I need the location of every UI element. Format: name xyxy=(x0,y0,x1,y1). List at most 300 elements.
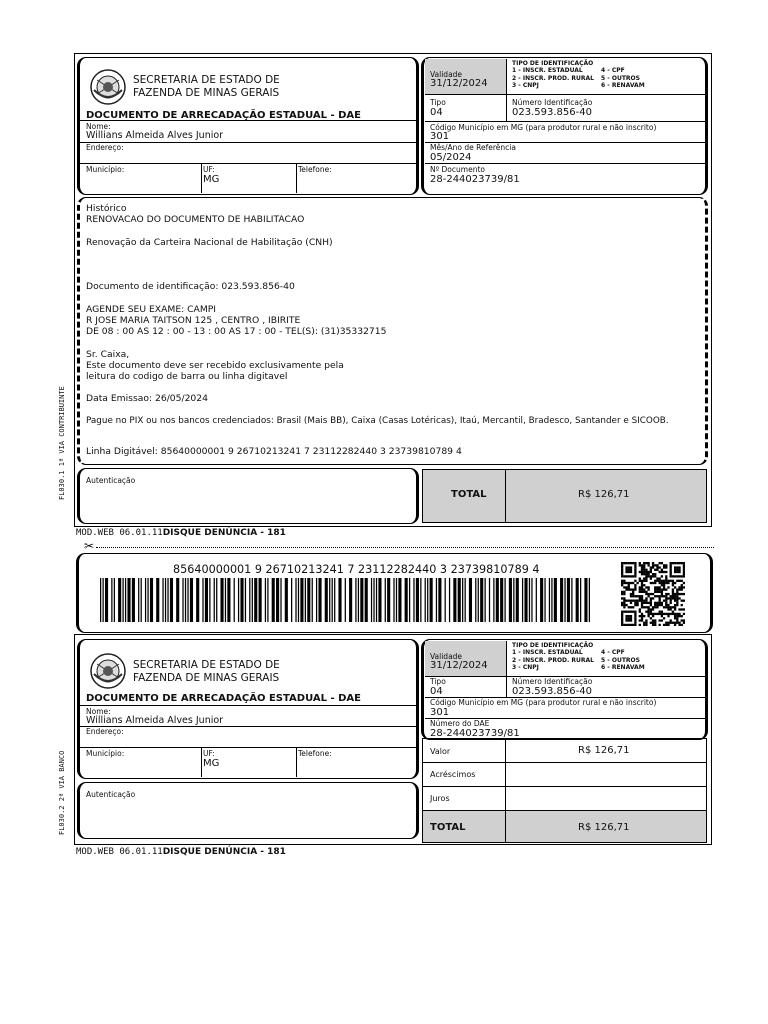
barcode-bar xyxy=(280,578,281,622)
qr-module xyxy=(683,575,685,577)
qr-module xyxy=(678,586,680,588)
linha-digitavel: Linha Digitável: 85640000001 9 26710213241 7 23112282440 3 23739810789 4 xyxy=(86,446,462,457)
qr-module xyxy=(683,619,685,621)
qr-module xyxy=(650,613,652,615)
qr-module xyxy=(659,595,661,597)
barcode-bar xyxy=(489,578,490,622)
barcode-bar xyxy=(560,578,563,622)
tipo-label: Tipo xyxy=(430,98,446,107)
scissors-icon: ✂ xyxy=(84,539,95,553)
barcode-bar xyxy=(252,578,253,622)
qr-module xyxy=(634,584,636,586)
qr-module xyxy=(683,613,685,615)
barcode-bar xyxy=(445,578,446,622)
qr-module xyxy=(621,580,623,582)
qr-module xyxy=(621,571,623,573)
qr-module xyxy=(674,622,676,624)
barcode-bar xyxy=(524,578,527,622)
barcode-bar xyxy=(409,578,410,622)
qr-module xyxy=(654,588,656,590)
qr-module xyxy=(676,575,678,577)
qr-module xyxy=(634,611,636,613)
qr-module xyxy=(632,575,634,577)
qr-module xyxy=(678,622,680,624)
qr-module xyxy=(681,580,683,582)
qr-module xyxy=(674,604,676,606)
qr-module xyxy=(643,562,645,564)
qr-module xyxy=(630,619,632,621)
qr-module xyxy=(672,606,674,608)
telefone-label: Telefone: xyxy=(298,749,332,758)
qr-module xyxy=(628,617,630,619)
qr-module xyxy=(634,564,636,566)
qr-module xyxy=(674,608,676,610)
qr-module xyxy=(650,622,652,624)
tipo-id-1: 1 - INSCR. ESTADUAL xyxy=(512,67,583,74)
qr-module xyxy=(645,593,647,595)
qr-module xyxy=(630,582,632,584)
qr-module xyxy=(676,591,678,593)
qr-module xyxy=(632,624,634,626)
barcode-bar xyxy=(187,578,188,622)
qr-module xyxy=(621,584,623,586)
barcode-bar xyxy=(318,578,321,622)
qr-module xyxy=(672,613,674,615)
qr-module xyxy=(683,622,685,624)
qr-module xyxy=(676,588,678,590)
qr-module xyxy=(681,600,683,602)
qr-module xyxy=(639,580,641,582)
qr-module xyxy=(674,615,676,617)
qr-module xyxy=(659,624,661,626)
divider xyxy=(506,94,507,121)
qr-module xyxy=(670,564,672,566)
barcode-bar xyxy=(147,578,148,622)
qr-module xyxy=(661,562,663,564)
barcode-bar xyxy=(469,578,472,622)
qr-module xyxy=(654,604,656,606)
qr-module xyxy=(667,608,669,610)
qr-module xyxy=(670,571,672,573)
qr-module xyxy=(634,613,636,615)
qr-module xyxy=(643,624,645,626)
barcode-bar xyxy=(216,578,217,622)
qr-module xyxy=(636,600,638,602)
qr-module xyxy=(652,606,654,608)
tipo-id-3: 3 - CNPJ xyxy=(512,82,539,89)
barcode-bar xyxy=(355,578,356,622)
qr-module xyxy=(639,615,641,617)
qr-module xyxy=(678,580,680,582)
historico-line: Este documento deve ser recebido exclusivamente pela xyxy=(86,360,344,371)
qr-module xyxy=(621,566,623,568)
qr-module xyxy=(630,569,632,571)
barcode-bar xyxy=(100,578,101,622)
municipio-label: Município: xyxy=(86,165,125,174)
qr-module xyxy=(663,564,665,566)
qr-module xyxy=(674,613,676,615)
qr-module xyxy=(645,580,647,582)
qr-module xyxy=(661,582,663,584)
qr-module xyxy=(665,575,667,577)
qr-module xyxy=(643,577,645,579)
qr-module xyxy=(628,562,630,564)
qr-module xyxy=(659,613,661,615)
qr-module xyxy=(654,606,656,608)
qr-module xyxy=(625,569,627,571)
qr-module xyxy=(681,608,683,610)
qr-module xyxy=(621,619,623,621)
qr-module xyxy=(643,566,645,568)
secretaria-line2: FAZENDA DE MINAS GERAIS xyxy=(133,87,280,99)
barcode-bar xyxy=(227,578,230,622)
qr-module xyxy=(676,593,678,595)
barcode-bar xyxy=(196,578,199,622)
qr-module xyxy=(628,615,630,617)
barcode-bar xyxy=(413,578,414,622)
barcode-bar xyxy=(276,578,279,622)
barcode-bar xyxy=(156,578,159,622)
qr-module xyxy=(630,602,632,604)
valor-value: R$ 126,71 xyxy=(578,745,630,756)
qr-module xyxy=(674,566,676,568)
qr-module xyxy=(652,619,654,621)
qr-module xyxy=(639,571,641,573)
qr-module xyxy=(676,595,678,597)
via2-label: FL030.2 2ª VIA BANCO xyxy=(58,750,66,835)
qr-module xyxy=(645,569,647,571)
barcode-bar xyxy=(496,578,499,622)
qr-module xyxy=(676,562,678,564)
historico-line: DE 08 : 00 AS 12 : 00 - 13 : 00 AS 17 : 00 - TEL(S): (31)35332715 xyxy=(86,326,387,337)
qr-module xyxy=(665,577,667,579)
qr-module xyxy=(625,604,627,606)
qr-module xyxy=(630,595,632,597)
qr-module xyxy=(634,571,636,573)
qr-module xyxy=(643,569,645,571)
secretaria-line1: SECRETARIA DE ESTADO DE xyxy=(133,659,280,671)
divider xyxy=(425,121,706,122)
qr-module xyxy=(630,571,632,573)
qr-module xyxy=(683,569,685,571)
qr-module xyxy=(650,597,652,599)
qr-module xyxy=(641,571,643,573)
qr-module xyxy=(621,602,623,604)
coat-of-arms-icon xyxy=(89,652,127,690)
barcode-bar xyxy=(387,578,390,622)
qr-module xyxy=(661,595,663,597)
qr-module xyxy=(665,571,667,573)
qr-module xyxy=(630,593,632,595)
qr-module xyxy=(656,588,658,590)
qr-module xyxy=(645,611,647,613)
qr-module xyxy=(678,571,680,573)
barcode-bar xyxy=(265,578,266,622)
qr-module xyxy=(681,562,683,564)
qr-module xyxy=(661,584,663,586)
barcode-bar xyxy=(182,578,183,622)
qr-module xyxy=(654,569,656,571)
qr-module xyxy=(625,566,627,568)
qr-module xyxy=(630,617,632,619)
barcode-bar xyxy=(493,578,494,622)
barcode-bar xyxy=(103,578,104,622)
qr-module xyxy=(659,566,661,568)
qr-module xyxy=(681,584,683,586)
qr-module xyxy=(683,608,685,610)
qr-module xyxy=(628,619,630,621)
qr-module xyxy=(659,571,661,573)
barcode-bar xyxy=(516,578,519,622)
historico-label: Histórico xyxy=(86,203,127,214)
qr-module xyxy=(661,588,663,590)
qr-module xyxy=(634,604,636,606)
qr-module xyxy=(667,613,669,615)
qr-module xyxy=(647,575,649,577)
qr-module xyxy=(641,582,643,584)
barcode-bar xyxy=(536,578,537,622)
doc-title: DOCUMENTO DE ARRECADAÇÃO ESTADUAL - DAE xyxy=(86,110,362,121)
qr-module xyxy=(674,575,676,577)
qr-module xyxy=(634,600,636,602)
qr-module xyxy=(665,613,667,615)
qr-module xyxy=(628,606,630,608)
barcode-bar xyxy=(438,578,441,622)
qr-module xyxy=(654,602,656,604)
qr-module xyxy=(628,584,630,586)
barcode-bar xyxy=(513,578,514,622)
mod-label xyxy=(76,847,286,857)
qr-module xyxy=(670,619,672,621)
barcode-bar xyxy=(291,578,292,622)
qr-module xyxy=(623,604,625,606)
mod-code: MOD.WEB 06.01.11 xyxy=(76,528,163,538)
qr-module xyxy=(647,564,649,566)
qr-module xyxy=(683,573,685,575)
barcode-bar xyxy=(329,578,330,622)
qr-module xyxy=(681,619,683,621)
qr-module xyxy=(663,580,665,582)
qr-module xyxy=(659,582,661,584)
barcode-bar xyxy=(325,578,328,622)
qr-module xyxy=(621,569,623,571)
qr-module xyxy=(670,566,672,568)
barcode-bar xyxy=(214,578,215,622)
qr-module xyxy=(656,595,658,597)
qr-module xyxy=(656,591,658,593)
qr-module xyxy=(652,573,654,575)
barcode-bar xyxy=(584,578,587,622)
qr-module xyxy=(643,580,645,582)
qr-module xyxy=(672,611,674,613)
qr-module xyxy=(641,588,643,590)
qr-module xyxy=(683,600,685,602)
qr-module xyxy=(625,615,627,617)
tipo-id-title: TIPO DE IDENTIFICAÇÃO xyxy=(512,60,594,67)
qr-module xyxy=(645,562,647,564)
divider xyxy=(296,747,297,777)
barcode-bar xyxy=(365,578,368,622)
historico-line: RENOVACAO DO DOCUMENTO DE HABILITACAO xyxy=(86,214,305,225)
barcode-bar xyxy=(551,578,552,622)
qr-module xyxy=(641,613,643,615)
qr-module xyxy=(636,595,638,597)
autenticacao-label: Autenticação xyxy=(86,476,136,485)
barcode-bar xyxy=(554,578,557,622)
qr-module xyxy=(674,582,676,584)
qr-module xyxy=(678,608,680,610)
qr-module xyxy=(674,597,676,599)
barcode-bar xyxy=(405,578,408,622)
qr-module xyxy=(663,586,665,588)
qr-module xyxy=(643,600,645,602)
qr-module xyxy=(672,575,674,577)
qr-module xyxy=(650,611,652,613)
barcode-bar xyxy=(165,578,166,622)
disque-denuncia: DISQUE DENÚNCIA - 181 xyxy=(162,528,286,538)
barcode-bar xyxy=(202,578,203,622)
qr-module xyxy=(632,600,634,602)
qr-module xyxy=(654,586,656,588)
numero-id-value: 023.593.856-40 xyxy=(512,107,592,118)
qr-module xyxy=(652,615,654,617)
qr-module xyxy=(681,575,683,577)
qr-module xyxy=(661,611,663,613)
barcode-bar xyxy=(254,578,257,622)
secretaria-line1: SECRETARIA DE ESTADO DE xyxy=(133,74,280,86)
doc-title: DOCUMENTO DE ARRECADAÇÃO ESTADUAL - DAE xyxy=(86,693,362,704)
qr-module xyxy=(632,582,634,584)
qr-module xyxy=(672,597,674,599)
qr-module xyxy=(645,602,647,604)
qr-module xyxy=(645,600,647,602)
qr-module xyxy=(650,566,652,568)
qr-module xyxy=(621,622,623,624)
divider xyxy=(79,120,417,121)
qr-module xyxy=(621,597,623,599)
historico-line: Data Emissao: 26/05/2024 xyxy=(86,393,208,404)
qr-module xyxy=(650,604,652,606)
qr-module xyxy=(650,617,652,619)
qr-module xyxy=(674,571,676,573)
qr-module xyxy=(665,602,667,604)
qr-module xyxy=(628,611,630,613)
qr-module xyxy=(661,575,663,577)
barcode-bar xyxy=(298,578,299,622)
qr-module xyxy=(645,619,647,621)
qr-module xyxy=(663,600,665,602)
qr-module xyxy=(670,613,672,615)
qr-module xyxy=(661,593,663,595)
qr-module xyxy=(647,606,649,608)
qr-module xyxy=(667,604,669,606)
qr-module xyxy=(654,564,656,566)
qr-module xyxy=(670,573,672,575)
qr-module xyxy=(656,569,658,571)
barcode-bar xyxy=(209,578,210,622)
qr-module xyxy=(670,595,672,597)
qr-module xyxy=(681,588,683,590)
divider xyxy=(79,726,417,727)
qr-module xyxy=(663,613,665,615)
barcode-bar xyxy=(190,578,193,622)
divider xyxy=(79,163,417,164)
qr-module xyxy=(650,608,652,610)
qr-module xyxy=(647,602,649,604)
validade-value: 31/12/2024 xyxy=(430,78,488,89)
qr-module xyxy=(674,586,676,588)
qr-module xyxy=(676,597,678,599)
qr-module xyxy=(665,595,667,597)
qr-module xyxy=(632,611,634,613)
qr-module xyxy=(674,569,676,571)
qr-module xyxy=(645,571,647,573)
qr-module xyxy=(641,591,643,593)
qr-module xyxy=(647,613,649,615)
qr-module xyxy=(659,600,661,602)
barcode-bar xyxy=(141,578,142,622)
qr-module xyxy=(650,575,652,577)
qr-module xyxy=(678,588,680,590)
qr-module xyxy=(676,604,678,606)
qr-module xyxy=(654,575,656,577)
qr-module xyxy=(667,615,669,617)
qr-module xyxy=(621,615,623,617)
qr-module xyxy=(643,564,645,566)
codigo-municipio-label: Código Município em MG (para produtor rural e não inscrito) xyxy=(430,123,657,132)
divider xyxy=(79,747,417,748)
qr-module xyxy=(659,588,661,590)
qr-module xyxy=(623,624,625,626)
qr-module xyxy=(667,593,669,595)
qr-module xyxy=(683,566,685,568)
barcode-bar xyxy=(522,578,523,622)
qr-module xyxy=(683,586,685,588)
barcode-bar xyxy=(240,578,243,622)
tipo-id-6: 6 - RENAVAM xyxy=(601,82,645,89)
juros-label: Juros xyxy=(430,794,450,803)
barcode-bar xyxy=(571,578,572,622)
qr-module xyxy=(645,622,647,624)
qr-module xyxy=(634,617,636,619)
qr-module xyxy=(665,582,667,584)
barcode-bar xyxy=(114,578,115,622)
qr-module xyxy=(621,573,623,575)
qr-module xyxy=(678,575,680,577)
qr-module xyxy=(623,586,625,588)
qr-module xyxy=(647,571,649,573)
qr-module xyxy=(630,624,632,626)
divider xyxy=(425,163,706,164)
uf-label: UF: xyxy=(203,749,215,758)
barcode-bar xyxy=(589,578,590,622)
qr-module xyxy=(647,562,649,564)
historico-line: Sr. Caixa, xyxy=(86,349,130,360)
qr-module xyxy=(628,586,630,588)
barcode-bar xyxy=(220,578,223,622)
qr-module xyxy=(639,608,641,610)
qr-module xyxy=(623,611,625,613)
qr-module xyxy=(647,615,649,617)
divider xyxy=(506,676,507,697)
barcode-bar xyxy=(485,578,486,622)
qr-module xyxy=(625,624,627,626)
divider xyxy=(79,705,417,706)
n-documento-value: 28-244023739/81 xyxy=(430,174,520,185)
qr-module xyxy=(641,600,643,602)
barcode-bar xyxy=(371,578,372,622)
qr-module xyxy=(672,591,674,593)
